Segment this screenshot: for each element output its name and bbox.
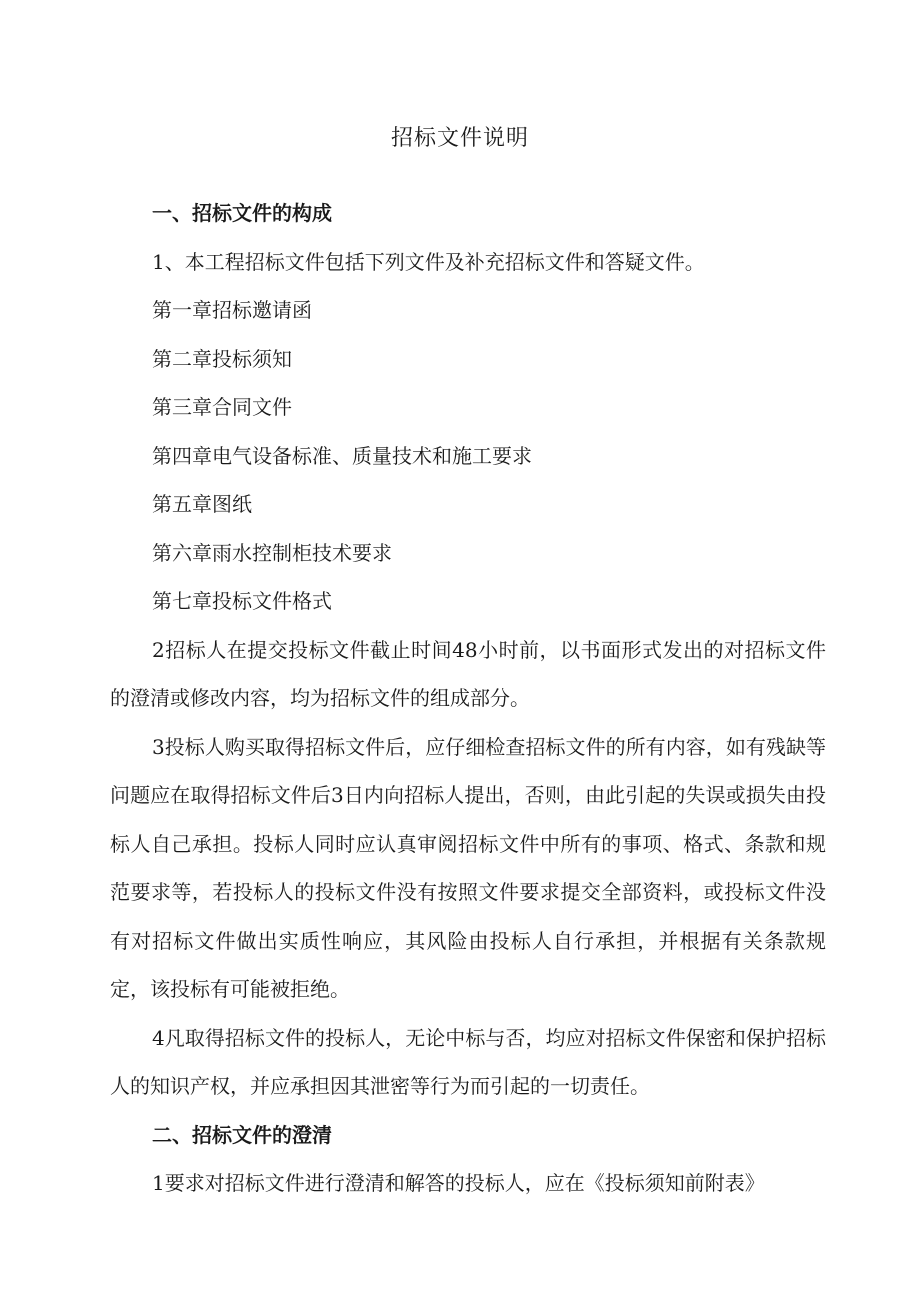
chapter-4: 第四章电气设备标准、质量技术和施工要求 xyxy=(152,443,532,468)
chapter-5: 第五章图纸 xyxy=(152,492,252,516)
paragraph-item-1: 1、本工程招标文件包括下列文件及补充招标文件和答疑文件。 xyxy=(152,249,705,274)
document-body xyxy=(110,189,826,1208)
paragraph-clarification-1: 1要求对招标文件进行澄清和解答的投标人，应在《投标须知前附表》 xyxy=(152,1171,765,1195)
section-heading-clarification: 二、招标文件的澄清 xyxy=(152,1122,332,1147)
chapter-1: 第一章招标邀请函 xyxy=(152,298,312,322)
chapter-6: 第六章雨水控制柜技术要求 xyxy=(152,540,392,565)
paragraph-item-4: 4凡取得招标文件的投标人，无论中标与否，均应对招标文件保密和保护招标人的知识产权，并应承担因其泄密等行为而引起的一切责任。 xyxy=(110,1025,826,1098)
chapter-3: 第三章合同文件 xyxy=(152,395,292,419)
page-title: 招标文件说明 xyxy=(390,126,529,151)
chapter-2: 第二章投标须知 xyxy=(152,346,292,371)
paragraph-item-3: 3投标人购买取得招标文件后，应仔细检查招标文件的所有内容，如有残缺等问题应在取得招标文件后3日内向招标人提出，否则，由此引起的失误或损失由投标人自己承担。投标人同时应认真审阅招标文件中所有的事项、格式、条款和规范要求等，若投标人的投标文件没有按照文件要求提交全部资料，或投标文件没有对招标文件做出实质性响应，其风险由投标人自行承担，并根据有关条款规定，该投标有可能被拒绝。 xyxy=(110,734,826,1001)
paragraph-item-2: 2招标人在提交投标文件截止时间48小时前，以书面形式发出的对招标文件的澄清或修改内容，均为招标文件的组成部分。 xyxy=(110,637,826,710)
chapter-7: 第七章投标文件格式 xyxy=(152,589,332,613)
section-heading-composition: 一、招标文件的构成 xyxy=(152,201,332,225)
